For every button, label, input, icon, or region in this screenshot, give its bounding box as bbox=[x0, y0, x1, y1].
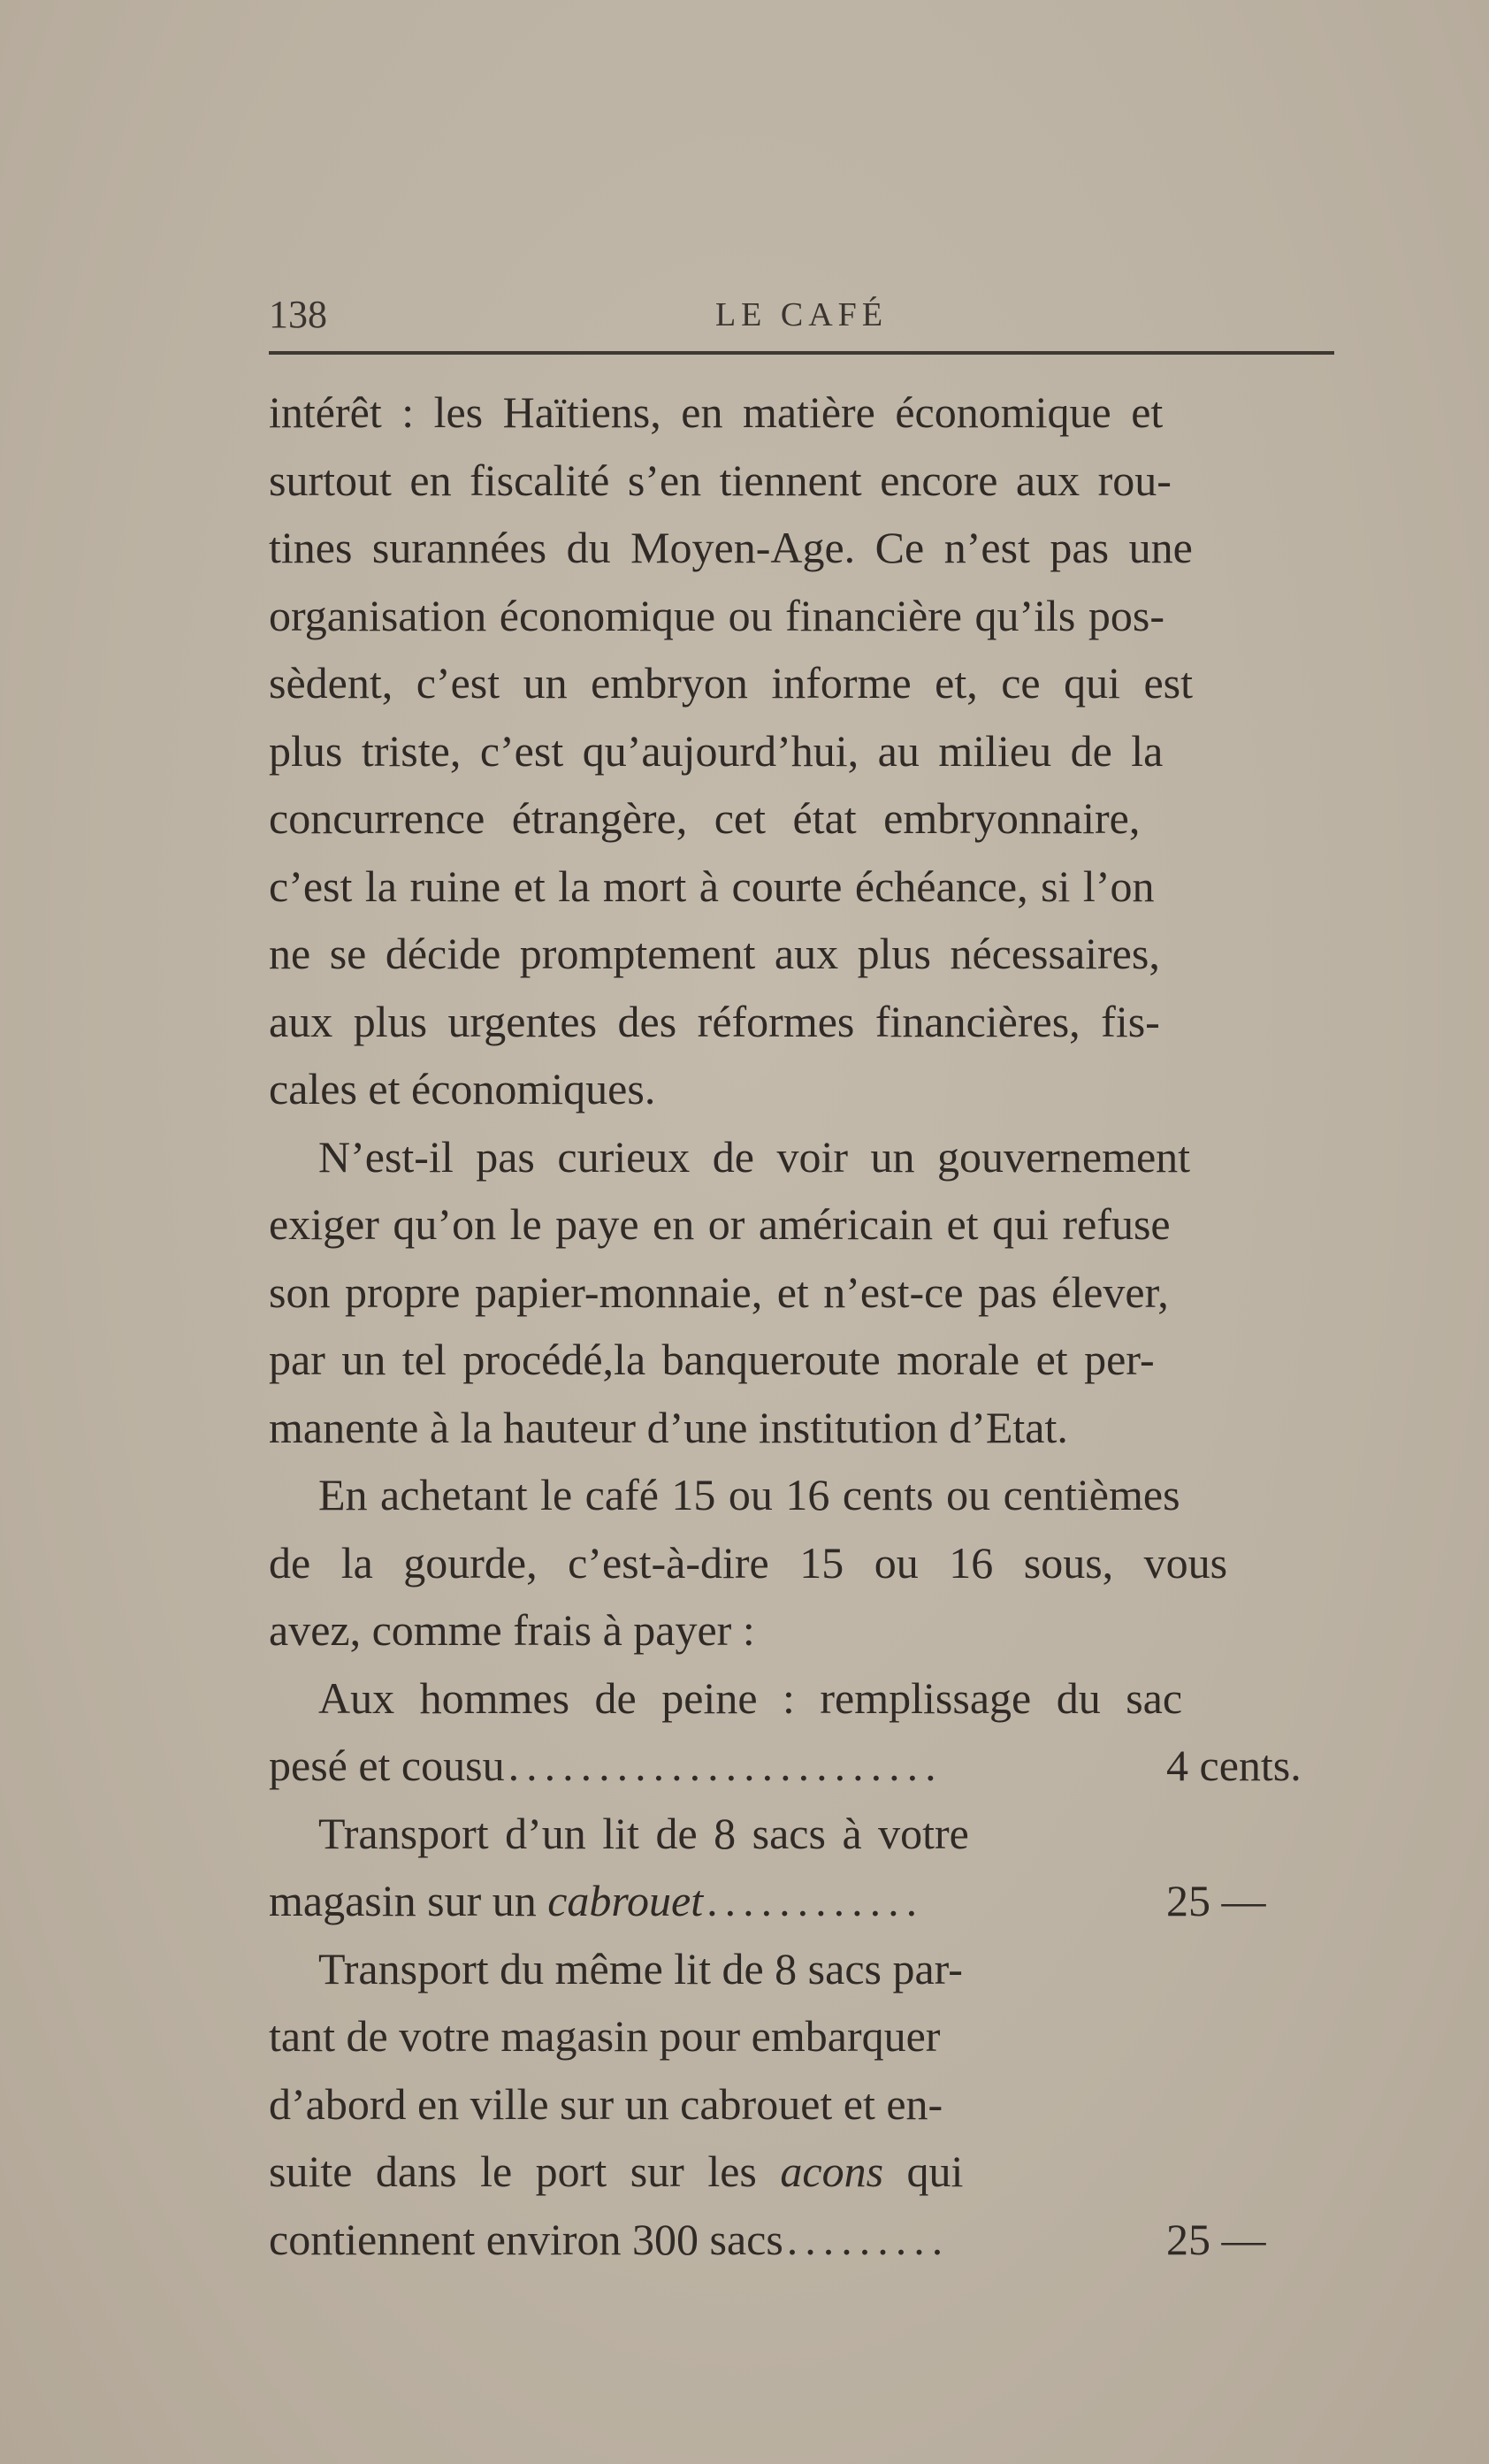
paragraph-2 bbox=[269, 1123, 1343, 1462]
text-line: surtout en fiscalité s’en tiennent encore aux rou- bbox=[269, 455, 1172, 505]
text-line: cales et économiques. bbox=[269, 1064, 656, 1113]
fee-item-1-amount: 4 cents. bbox=[1166, 1741, 1302, 1790]
leader-dots: ......... bbox=[786, 2214, 951, 2264]
fee-item-3-description bbox=[269, 2138, 1343, 2206]
text-line: tines surannées du Moyen-Age. Ce n’est pas une bbox=[269, 523, 1193, 572]
text-line: son propre papier-monnaie, et n’est-ce pas élever, bbox=[269, 1266, 1169, 1317]
text-line: de la gourde, c’est-à-dire 15 ou 16 sous, vous bbox=[269, 1537, 1228, 1588]
text-line: organisation économique ou financière qu’ils pos- bbox=[269, 590, 1164, 640]
fee-item-3-text: suite dans le port sur les bbox=[269, 2146, 781, 2196]
text-line: exiger qu’on le paye en or américain et qui refuse bbox=[269, 1199, 1171, 1249]
running-title: LE CAFÉ bbox=[714, 296, 889, 333]
page-number: 138 bbox=[269, 293, 327, 336]
fee-item-2-row bbox=[269, 1867, 1343, 1935]
fee-item-3-text: qui bbox=[883, 2146, 964, 2196]
fee-item-1-row bbox=[269, 1732, 1343, 1800]
fee-item-3-description-end: contiennent environ 300 sacs bbox=[269, 2214, 783, 2264]
fee-item-3-row bbox=[269, 2206, 1343, 2274]
fee-item-1-description: Aux hommes de peine : remplissage du sac bbox=[318, 1672, 1183, 1723]
text-line: avez, comme frais à payer : bbox=[269, 1605, 755, 1655]
body-text bbox=[269, 379, 1343, 2273]
text-line: sèdent, c’est un embryon informe et, ce qui est bbox=[269, 658, 1194, 708]
text-line: N’est-il pas curieux de voir un gouvernement bbox=[318, 1131, 1191, 1182]
paragraph-1 bbox=[269, 379, 1343, 1123]
fee-item-3-italic-term: acons bbox=[780, 2146, 884, 2196]
text-line: manente à la hauteur d’une institution d’Etat. bbox=[269, 1402, 1068, 1452]
fee-item-2-text: magasin sur un bbox=[269, 1876, 548, 1925]
text-line: plus triste, c’est qu’aujourd’hui, au milieu de la bbox=[269, 725, 1164, 776]
fee-item-2-amount: 25 — bbox=[1166, 1876, 1266, 1925]
fee-item-2-description: Transport d’un lit de 8 sacs à votre bbox=[318, 1808, 969, 1858]
text-line: par un tel procédé,la banqueroute morale et per- bbox=[269, 1335, 1155, 1384]
fee-list bbox=[269, 1664, 1343, 2274]
leader-dots: ........................ bbox=[508, 1741, 943, 1790]
paragraph-3 bbox=[269, 1461, 1343, 1664]
fee-item-3-description: Transport du même lit de 8 sacs par- bbox=[318, 1943, 963, 1993]
fee-item-2-description-end bbox=[269, 1867, 703, 1935]
text-line: concurrence étrangère, cet état embryonnaire, bbox=[269, 793, 1141, 843]
text-line: aux plus urgentes des réformes financières, fis- bbox=[269, 996, 1160, 1046]
leader-dots: ............ bbox=[706, 1876, 925, 1925]
fee-item-3-description: d’abord en ville sur un cabrouet et en- bbox=[269, 2078, 943, 2129]
fee-item-2-italic-term: cabrouet bbox=[547, 1876, 704, 1925]
fee-item-1-description-end: pesé et cousu bbox=[269, 1741, 505, 1790]
fee-item-3-description: tant de votre magasin pour embarquer bbox=[269, 2011, 941, 2061]
fee-item-3-amount: 25 — bbox=[1166, 2214, 1266, 2264]
text-line: intérêt : les Haïtiens, en matière économique et bbox=[269, 387, 1164, 437]
text-line: c’est la ruine et la mort à courte échéance, si l’on bbox=[269, 861, 1155, 911]
text-line: En achetant le café 15 ou 16 cents ou centièmes bbox=[318, 1470, 1180, 1519]
text-line: ne se décide promptement aux plus nécessaires, bbox=[269, 929, 1160, 978]
header-rule bbox=[269, 351, 1334, 355]
page-header bbox=[269, 292, 1334, 345]
